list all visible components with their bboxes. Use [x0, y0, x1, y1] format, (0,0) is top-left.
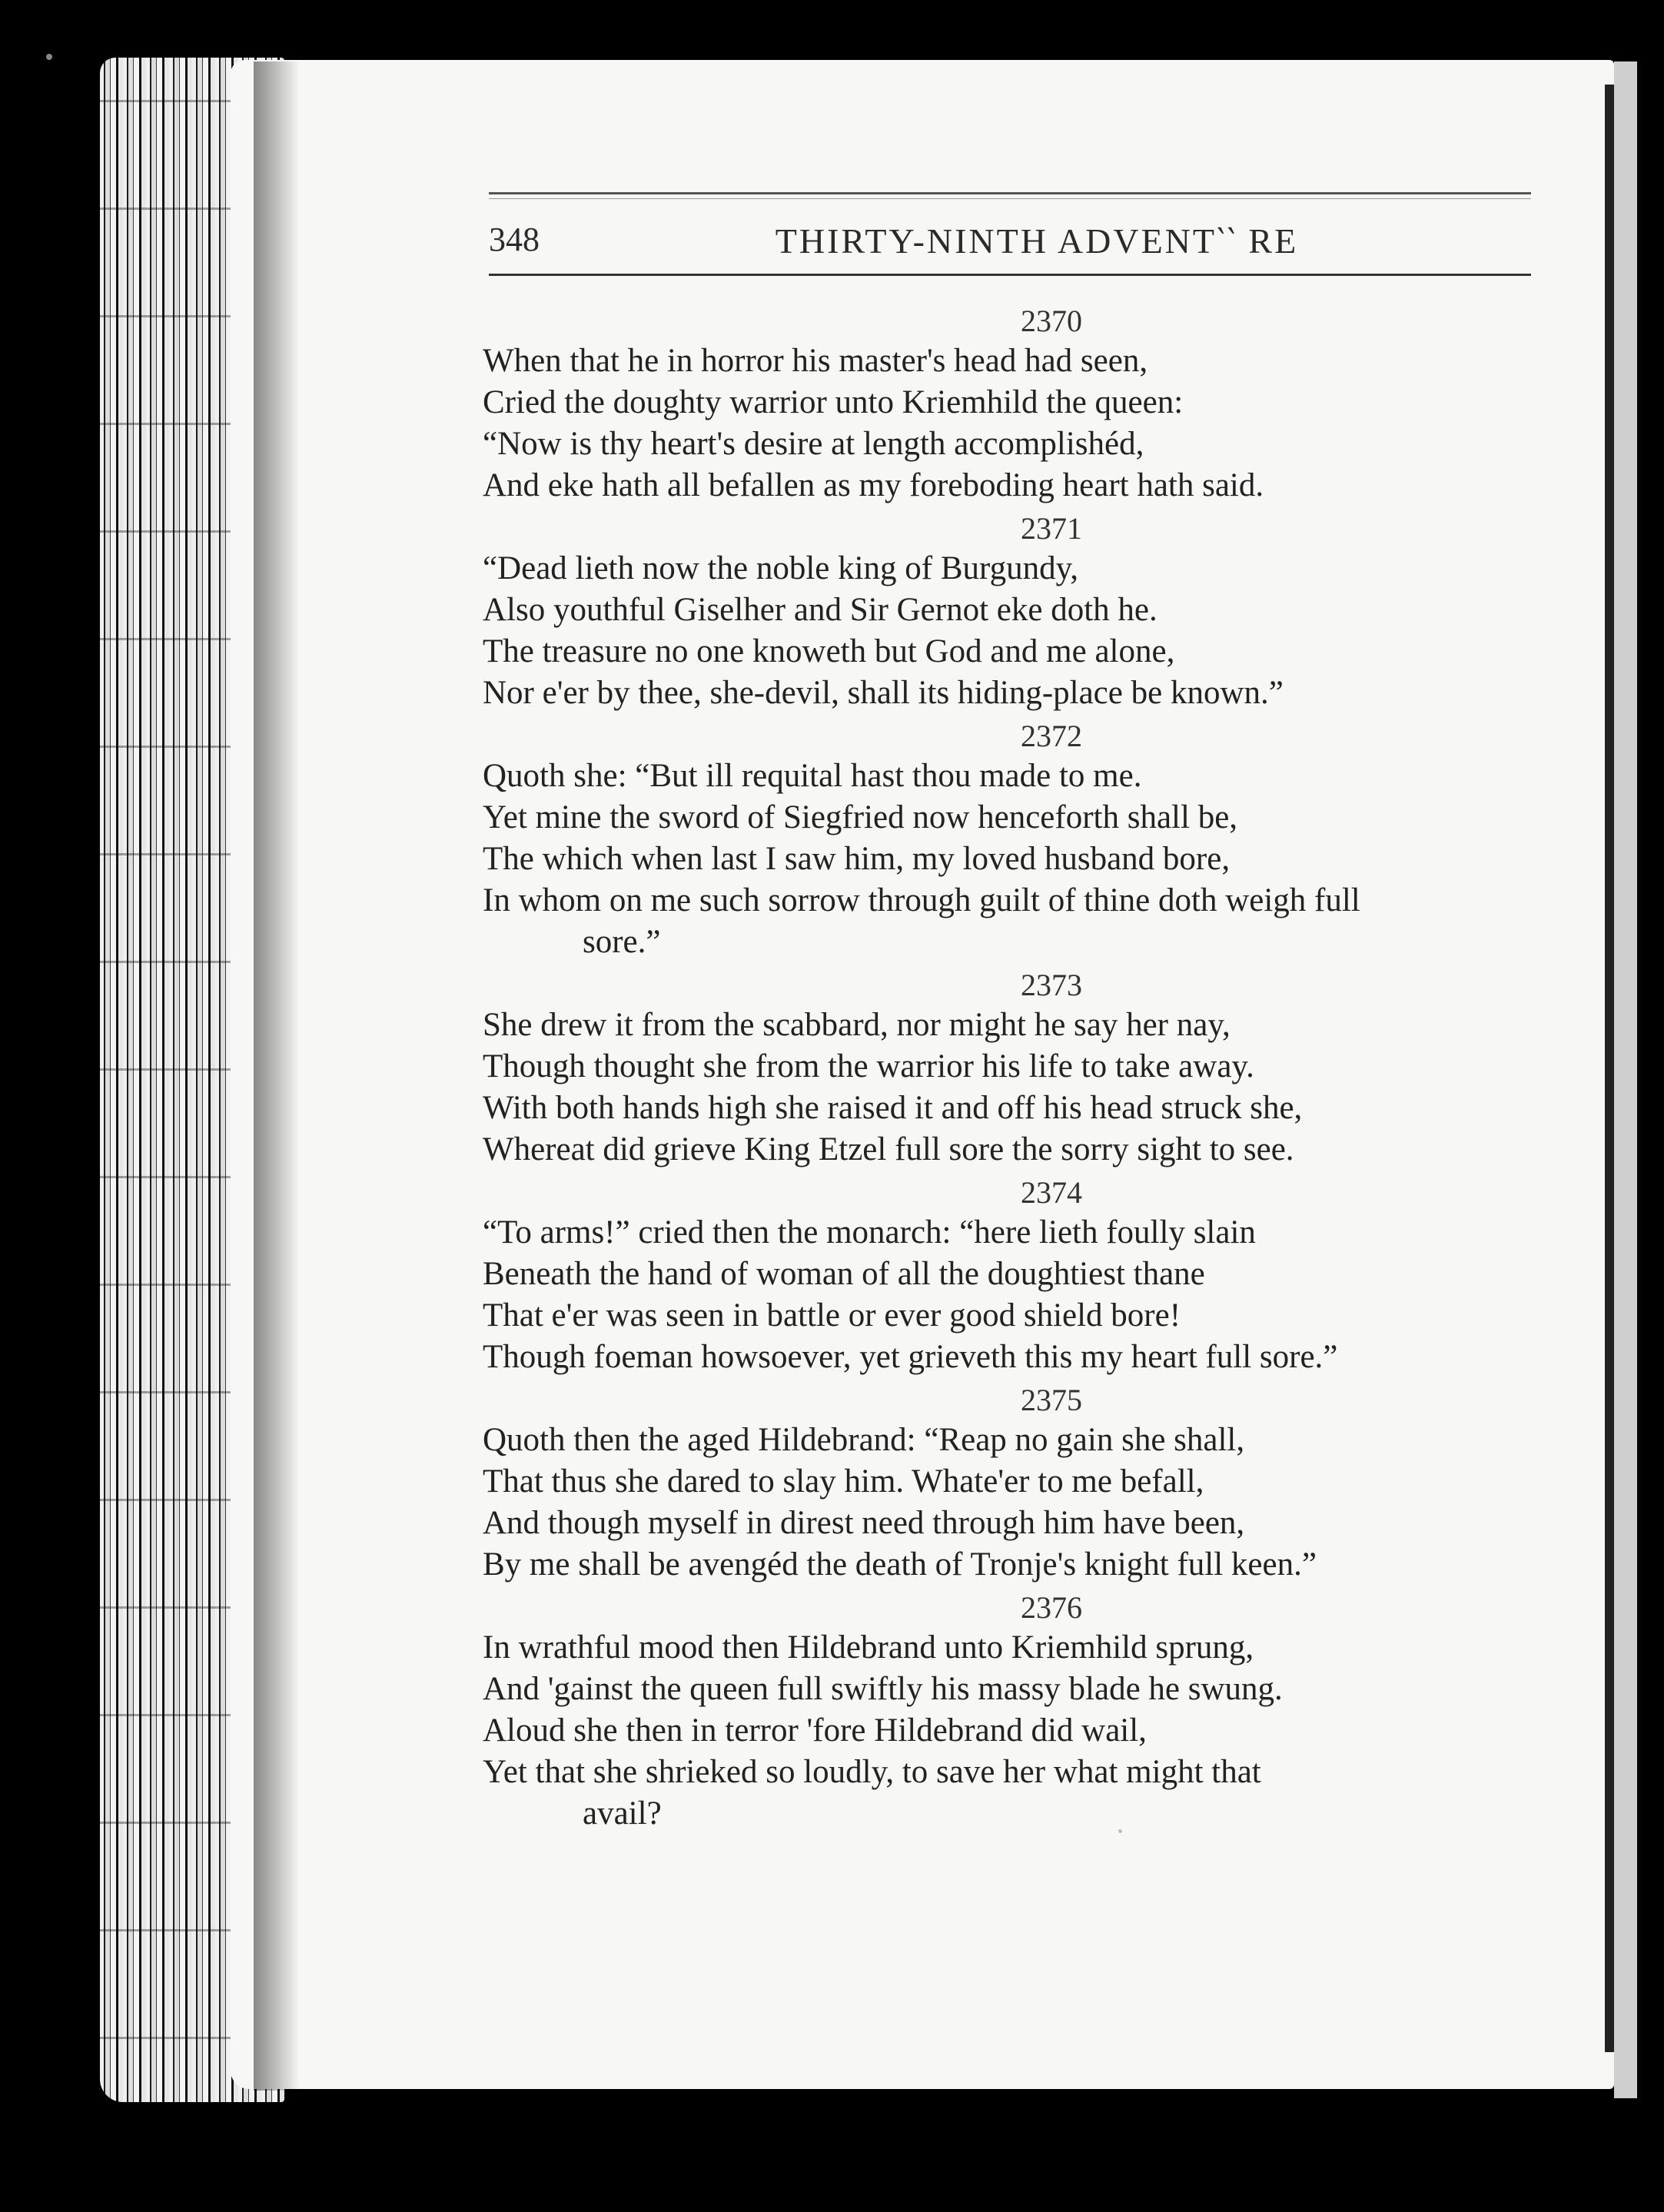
verse-line: In whom on me such sorrow through guilt of thine doth weigh full — [483, 882, 1360, 918]
binding-shadow — [1605, 85, 1614, 2052]
stanza-number: 2374 — [1021, 1175, 1082, 1210]
stanza-2374 — [483, 1175, 1551, 1378]
stanza-2372 — [483, 719, 1551, 963]
verse-line: Quoth she: “But ill requital hast thou made to me. — [483, 758, 1142, 794]
verse-line: “Now is thy heart's desire at length accomplishéd, — [483, 426, 1144, 462]
verse-line: She drew it from the scabbard, nor might he say her nay, — [483, 1007, 1231, 1043]
page-number: 348 — [489, 221, 540, 258]
verse-line: “Dead lieth now the noble king of Burgundy, — [483, 550, 1079, 586]
stanza-2376 — [483, 1590, 1551, 1835]
verse-line: Aloud she then in terror 'fore Hildebrand did wail, — [483, 1712, 1147, 1749]
verse-line: Beneath the hand of woman of all the doughtiest thane — [483, 1256, 1205, 1292]
verse-line: The which when last I saw him, my loved husband bore, — [483, 841, 1231, 877]
paper-speck — [1118, 1829, 1122, 1833]
stanza-2371 — [483, 511, 1551, 714]
stanza-number: 2373 — [1021, 968, 1082, 1002]
paper-speck — [46, 54, 52, 60]
stanza-number: 2375 — [1021, 1383, 1082, 1417]
verse-line: Though foeman howsoever, yet grieveth this my heart full sore.” — [483, 1339, 1338, 1375]
facing-page-edge — [1614, 61, 1637, 2098]
verse-line: Quoth then the aged Hildebrand: “Reap no gain she shall, — [483, 1422, 1245, 1458]
verse-line: With both hands high she raised it and off his head struck she, — [483, 1090, 1303, 1126]
verse-line: “To arms!” cried then the monarch: “here lieth foully slain — [483, 1214, 1256, 1250]
header-rule — [489, 274, 1531, 276]
stanza-number: 2371 — [1021, 511, 1082, 546]
verse-line: Nor e'er by thee, she-devil, shall its hiding-place be known.” — [483, 675, 1284, 711]
page-edge-shadow — [254, 61, 300, 2091]
verse-line: Whereat did grieve King Etzel full sore the sorry sight to see. — [483, 1131, 1294, 1167]
top-rule-thin — [489, 198, 1531, 199]
stanza-number: 2372 — [1021, 719, 1082, 753]
verse-line: Though thought she from the warrior his life to take away. — [483, 1048, 1254, 1084]
stanza-number: 2376 — [1021, 1590, 1082, 1625]
verse-line: That thus she dared to slay him. Whate'er to me befall, — [483, 1463, 1204, 1500]
verse-line-runover: avail? — [583, 1795, 662, 1832]
stanza-number: 2370 — [1021, 304, 1082, 338]
chapter-title: THIRTY-NINTH ADVENT‵‵ RE — [775, 221, 1299, 261]
verse-line: By me shall be avengéd the death of Tronje's knight full keen.” — [483, 1546, 1317, 1583]
verse-line: Yet that she shrieked so loudly, to save her what might that — [483, 1754, 1261, 1790]
verse-line: And though myself in direst need through him have been, — [483, 1505, 1245, 1541]
verse-line: Also youthful Giselher and Sir Gernot eke doth he. — [483, 592, 1157, 628]
stanza-2373 — [483, 968, 1551, 1171]
verse-line-runover: sore.” — [583, 924, 661, 960]
verse-line: Cried the doughty warrior unto Kriemhild the queen: — [483, 384, 1184, 420]
verse-line: When that he in horror his master's head had seen, — [483, 343, 1148, 379]
running-head — [489, 215, 1531, 271]
verse-line: Yet mine the sword of Siegfried now henceforth shall be, — [483, 799, 1238, 835]
stanza-2375 — [483, 1383, 1551, 1586]
verse-line: And eke hath all befallen as my foreboding heart hath said. — [483, 467, 1264, 503]
verse-line: And 'gainst the queen full swiftly his massy blade he swung. — [483, 1671, 1283, 1707]
verse-line: In wrathful mood then Hildebrand unto Kriemhild sprung, — [483, 1629, 1254, 1666]
verse-line: That e'er was seen in battle or ever good shield bore! — [483, 1297, 1181, 1334]
top-rule — [489, 192, 1531, 194]
verse-line: The treasure no one knoweth but God and me alone, — [483, 633, 1175, 669]
poem-text — [483, 304, 1551, 1839]
stanza-2370 — [483, 304, 1551, 507]
